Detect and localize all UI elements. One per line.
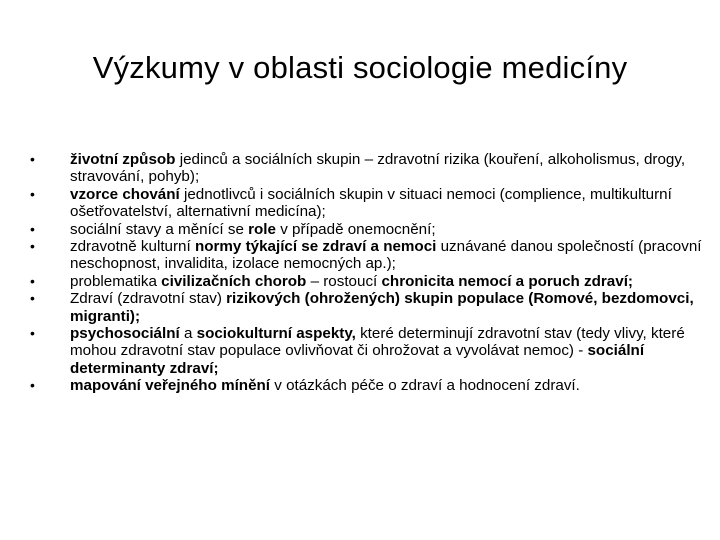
bullet-text-bold: sociokulturní aspekty, [196, 325, 356, 343]
bullet-text: zdravotně kulturní [70, 238, 195, 256]
bullet-text-bold: mapování veřejného mínění [70, 377, 271, 395]
bullet-text: – rostoucí [306, 272, 382, 290]
bullet-text: v případě onemocnění; [275, 220, 436, 238]
bullet-item [30, 325, 718, 377]
bullet-dot-icon: • [30, 185, 35, 202]
bullet-dot-icon: • [30, 220, 35, 237]
bullet-list [30, 151, 718, 395]
bullet-item [30, 186, 718, 221]
bullet-dot-icon: • [30, 151, 35, 167]
bullet-dot-icon: • [30, 325, 35, 342]
bullet-text-bold: vzorce chování [70, 185, 180, 203]
bullet-dot-icon: • [30, 290, 35, 307]
bullet-dot-icon: • [30, 272, 35, 289]
bullet-text: jedinců a sociálních skupin – zdravotní rizika (kouření, alkoholismus, drogy, stravování, pohyb); [70, 151, 686, 186]
bullet-text-bold: normy týkající se zdraví a nemoci [194, 238, 437, 256]
bullet-dot-icon: • [30, 377, 35, 394]
bullet-text-bold: chronicita nemocí a poruch zdraví; [381, 272, 633, 290]
bullet-item [30, 290, 718, 325]
bullet-item [30, 151, 718, 186]
bullet-item [30, 221, 718, 238]
bullet-text-bold: sociální determinanty zdraví; [70, 342, 645, 377]
bullet-text-bold: životní způsob [70, 151, 176, 168]
bullet-text: které determinují zdravotní stav (tedy vlivy, které mohou zdravotní stav populace ovlivňovat či ohrožovat a vyvolávat nemoc) - [70, 325, 685, 360]
bullet-text: problematika [70, 272, 162, 290]
bullet-item [30, 238, 718, 273]
bullet-text: jednotlivců i sociálních skupin v situaci nemoci (complience, multikulturní ošetřovatelství, alternativní medicína); [70, 185, 672, 221]
slide-title: Výzkumy v oblasti sociologie medicíny [92, 50, 628, 85]
bullet-text: v otázkách péče o zdraví a hodnocení zdraví. [270, 377, 580, 395]
bullet-text: sociální stavy a měnící se [70, 220, 249, 238]
bullet-item [30, 377, 718, 394]
bullet-text-bold: role [248, 220, 276, 238]
bullet-text: a [179, 325, 197, 343]
bullet-text: Zdraví (zdravotní stav) [70, 290, 227, 308]
bullet-text-bold: psychosociální [70, 325, 180, 343]
bullet-item [30, 273, 718, 290]
bullet-text: uznávané danou společností (pracovní neschopnost, invalidita, izolace nemocných ap.); [70, 238, 702, 273]
bullet-dot-icon: • [30, 238, 35, 255]
bullet-text-bold: civilizačních chorob [161, 272, 307, 290]
bullet-text-bold: rizikových (ohrožených) skupin populace (Romové, bezdomovci, migranti); [70, 290, 694, 325]
